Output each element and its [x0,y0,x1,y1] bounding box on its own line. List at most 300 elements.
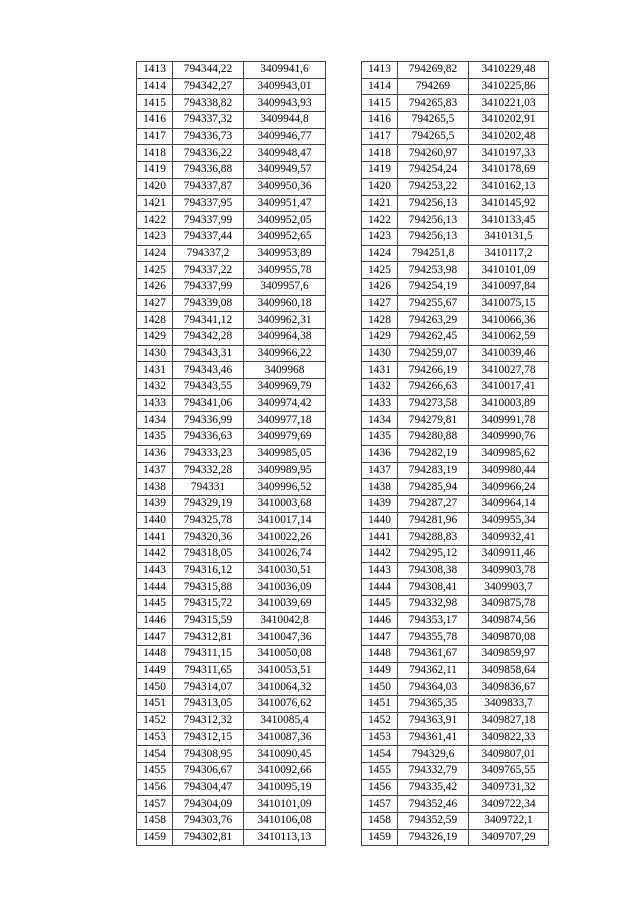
table-row [362,579,549,596]
table-row [137,445,326,462]
point-number-cell: 1434 [362,412,398,429]
y-coordinate-cell: 3410221,03 [469,95,549,112]
x-coordinate-cell: 794251,8 [398,245,469,262]
table-row [137,345,326,362]
y-coordinate-cell: 3409944,8 [244,112,326,129]
table-row [137,579,326,596]
x-coordinate-cell: 794364,03 [398,679,469,696]
x-coordinate-cell: 794279,81 [398,412,469,429]
x-coordinate-cell: 794326,19 [398,829,469,846]
point-number-cell: 1427 [362,295,398,312]
point-number-cell: 1456 [137,779,173,796]
point-number-cell: 1421 [362,195,398,212]
table-row [137,796,326,813]
x-coordinate-cell: 794361,67 [398,646,469,663]
point-number-cell: 1430 [362,345,398,362]
table-row [137,62,326,79]
table-row [137,329,326,346]
y-coordinate-cell: 3409950,36 [244,178,326,195]
point-number-cell: 1437 [137,462,173,479]
x-coordinate-cell: 794337,87 [173,178,244,195]
table-row [137,495,326,512]
point-number-cell: 1416 [362,112,398,129]
table-row [137,562,326,579]
table-row [362,212,549,229]
x-coordinate-cell: 794288,83 [398,529,469,546]
x-coordinate-cell: 794280,88 [398,429,469,446]
point-number-cell: 1433 [137,395,173,412]
y-coordinate-cell: 3409966,22 [244,345,326,362]
y-coordinate-cell: 3410197,33 [469,145,549,162]
y-coordinate-cell: 3410145,92 [469,195,549,212]
table-row [137,262,326,279]
x-coordinate-cell: 794344,22 [173,62,244,79]
x-coordinate-cell: 794318,05 [173,545,244,562]
y-coordinate-cell: 3410202,48 [469,128,549,145]
y-coordinate-cell: 3409948,47 [244,145,326,162]
y-coordinate-cell: 3409807,01 [469,746,549,763]
x-coordinate-cell: 794331 [173,479,244,496]
table-row [362,362,549,379]
point-number-cell: 1455 [362,762,398,779]
coordinate-table-right [361,61,549,846]
point-number-cell: 1422 [362,212,398,229]
table-row [362,195,549,212]
point-number-cell: 1415 [137,95,173,112]
point-number-cell: 1459 [137,829,173,846]
point-number-cell: 1440 [137,512,173,529]
y-coordinate-cell: 3409980,44 [469,462,549,479]
table-row [362,712,549,729]
table-row [137,829,326,846]
y-coordinate-cell: 3410113,13 [244,829,326,846]
table-row [137,729,326,746]
table-row [362,562,549,579]
x-coordinate-cell: 794337,2 [173,245,244,262]
x-coordinate-cell: 794316,12 [173,562,244,579]
y-coordinate-cell: 3410076,62 [244,696,326,713]
point-number-cell: 1422 [137,212,173,229]
coordinate-table-left-body [137,62,326,846]
x-coordinate-cell: 794336,88 [173,162,244,179]
y-coordinate-cell: 3409951,47 [244,195,326,212]
x-coordinate-cell: 794262,45 [398,329,469,346]
y-coordinate-cell: 3409941,6 [244,62,326,79]
table-row [362,329,549,346]
y-coordinate-cell: 3409964,38 [244,329,326,346]
table-row [362,545,549,562]
y-coordinate-cell: 3409955,34 [469,512,549,529]
point-number-cell: 1418 [137,145,173,162]
table-row [137,746,326,763]
point-number-cell: 1442 [362,545,398,562]
x-coordinate-cell: 794265,83 [398,95,469,112]
point-number-cell: 1424 [137,245,173,262]
y-coordinate-cell: 3409985,05 [244,445,326,462]
x-coordinate-cell: 794285,94 [398,479,469,496]
y-coordinate-cell: 3409960,18 [244,295,326,312]
y-coordinate-cell: 3409858,64 [469,662,549,679]
table-row [362,495,549,512]
y-coordinate-cell: 3410092,66 [244,762,326,779]
x-coordinate-cell: 794302,81 [173,829,244,846]
x-coordinate-cell: 794254,24 [398,162,469,179]
x-coordinate-cell: 794315,88 [173,579,244,596]
x-coordinate-cell: 794315,72 [173,596,244,613]
point-number-cell: 1449 [137,662,173,679]
table-row [362,596,549,613]
y-coordinate-cell: 3410050,08 [244,646,326,663]
point-number-cell: 1440 [362,512,398,529]
table-row [362,796,549,813]
y-coordinate-cell: 3409903,78 [469,562,549,579]
point-number-cell: 1436 [362,445,398,462]
x-coordinate-cell: 794336,63 [173,429,244,446]
y-coordinate-cell: 3409977,18 [244,412,326,429]
x-coordinate-cell: 794332,79 [398,762,469,779]
x-coordinate-cell: 794329,19 [173,495,244,512]
table-row [137,662,326,679]
table-row [137,779,326,796]
point-number-cell: 1434 [137,412,173,429]
x-coordinate-cell: 794281,96 [398,512,469,529]
y-coordinate-cell: 3409722,1 [469,812,549,829]
x-coordinate-cell: 794283,19 [398,462,469,479]
y-coordinate-cell: 3410064,32 [244,679,326,696]
y-coordinate-cell: 3410017,14 [244,512,326,529]
y-coordinate-cell: 3409968 [244,362,326,379]
point-number-cell: 1439 [137,495,173,512]
point-number-cell: 1426 [137,278,173,295]
table-row [137,646,326,663]
table-row [362,762,549,779]
x-coordinate-cell: 794311,65 [173,662,244,679]
point-number-cell: 1458 [362,812,398,829]
table-row [137,696,326,713]
y-coordinate-cell: 3410030,51 [244,562,326,579]
x-coordinate-cell: 794332,28 [173,462,244,479]
table-row [362,162,549,179]
x-coordinate-cell: 794342,28 [173,329,244,346]
table-row [137,679,326,696]
x-coordinate-cell: 794343,46 [173,362,244,379]
point-number-cell: 1457 [137,796,173,813]
x-coordinate-cell: 794308,38 [398,562,469,579]
point-number-cell: 1425 [362,262,398,279]
x-coordinate-cell: 794282,19 [398,445,469,462]
y-coordinate-cell: 3409955,78 [244,262,326,279]
point-number-cell: 1453 [137,729,173,746]
table-row [362,529,549,546]
table-row [362,429,549,446]
point-number-cell: 1452 [362,712,398,729]
y-coordinate-cell: 3409952,65 [244,228,326,245]
table-row [137,612,326,629]
x-coordinate-cell: 794343,55 [173,379,244,396]
table-row [137,295,326,312]
point-number-cell: 1447 [137,629,173,646]
y-coordinate-cell: 3409966,24 [469,479,549,496]
y-coordinate-cell: 3410162,13 [469,178,549,195]
point-number-cell: 1457 [362,796,398,813]
y-coordinate-cell: 3409822,33 [469,729,549,746]
point-number-cell: 1428 [362,312,398,329]
table-row [362,779,549,796]
point-number-cell: 1432 [137,379,173,396]
x-coordinate-cell: 794263,29 [398,312,469,329]
point-number-cell: 1459 [362,829,398,846]
point-number-cell: 1424 [362,245,398,262]
y-coordinate-cell: 3410066,36 [469,312,549,329]
x-coordinate-cell: 794332,98 [398,596,469,613]
y-coordinate-cell: 3410075,15 [469,295,549,312]
point-number-cell: 1446 [362,612,398,629]
point-number-cell: 1427 [137,295,173,312]
point-number-cell: 1441 [362,529,398,546]
x-coordinate-cell: 794361,41 [398,729,469,746]
table-row [137,212,326,229]
table-row [362,245,549,262]
y-coordinate-cell: 3410036,09 [244,579,326,596]
point-number-cell: 1439 [362,495,398,512]
point-number-cell: 1438 [362,479,398,496]
point-number-cell: 1431 [137,362,173,379]
x-coordinate-cell: 794303,76 [173,812,244,829]
y-coordinate-cell: 3409962,31 [244,312,326,329]
y-coordinate-cell: 3410106,08 [244,812,326,829]
point-number-cell: 1449 [362,662,398,679]
table-row [362,829,549,846]
x-coordinate-cell: 794355,78 [398,629,469,646]
point-number-cell: 1437 [362,462,398,479]
x-coordinate-cell: 794352,46 [398,796,469,813]
y-coordinate-cell: 3409969,79 [244,379,326,396]
y-coordinate-cell: 3409707,29 [469,829,549,846]
y-coordinate-cell: 3409911,46 [469,545,549,562]
table-row [362,612,549,629]
table-row [137,479,326,496]
x-coordinate-cell: 794256,13 [398,228,469,245]
table-row [137,379,326,396]
x-coordinate-cell: 794308,41 [398,579,469,596]
table-row [362,178,549,195]
y-coordinate-cell: 3409932,41 [469,529,549,546]
x-coordinate-cell: 794335,42 [398,779,469,796]
point-number-cell: 1413 [137,62,173,79]
y-coordinate-cell: 3409833,7 [469,696,549,713]
y-coordinate-cell: 3410225,86 [469,78,549,95]
table-row [137,312,326,329]
table-row [137,95,326,112]
x-coordinate-cell: 794337,95 [173,195,244,212]
point-number-cell: 1442 [137,545,173,562]
y-coordinate-cell: 3409943,93 [244,95,326,112]
point-number-cell: 1450 [362,679,398,696]
x-coordinate-cell: 794343,31 [173,345,244,362]
table-row [137,278,326,295]
table-row [137,512,326,529]
table-row [362,512,549,529]
point-number-cell: 1436 [137,445,173,462]
y-coordinate-cell: 3409949,57 [244,162,326,179]
table-row [362,462,549,479]
y-coordinate-cell: 3410178,69 [469,162,549,179]
x-coordinate-cell: 794269 [398,78,469,95]
y-coordinate-cell: 3409985,62 [469,445,549,462]
x-coordinate-cell: 794336,99 [173,412,244,429]
table-row [137,195,326,212]
x-coordinate-cell: 794266,63 [398,379,469,396]
table-row [362,112,549,129]
table-row [362,379,549,396]
y-coordinate-cell: 3409957,6 [244,278,326,295]
table-row [362,629,549,646]
table-row [137,762,326,779]
point-number-cell: 1423 [362,228,398,245]
x-coordinate-cell: 794352,59 [398,812,469,829]
y-coordinate-cell: 3410133,45 [469,212,549,229]
y-coordinate-cell: 3409974,42 [244,395,326,412]
y-coordinate-cell: 3410027,78 [469,362,549,379]
table-row [137,462,326,479]
x-coordinate-cell: 794363,91 [398,712,469,729]
point-number-cell: 1421 [137,195,173,212]
x-coordinate-cell: 794337,44 [173,228,244,245]
point-number-cell: 1429 [137,329,173,346]
table-row [137,545,326,562]
x-coordinate-cell: 794337,32 [173,112,244,129]
y-coordinate-cell: 3409964,14 [469,495,549,512]
point-number-cell: 1419 [362,162,398,179]
y-coordinate-cell: 3409991,78 [469,412,549,429]
point-number-cell: 1444 [362,579,398,596]
x-coordinate-cell: 794336,73 [173,128,244,145]
table-row [362,312,549,329]
point-number-cell: 1435 [362,429,398,446]
x-coordinate-cell: 794353,17 [398,612,469,629]
point-number-cell: 1445 [137,596,173,613]
x-coordinate-cell: 794342,27 [173,78,244,95]
x-coordinate-cell: 794304,09 [173,796,244,813]
table-row [362,128,549,145]
x-coordinate-cell: 794256,13 [398,212,469,229]
table-row [362,696,549,713]
x-coordinate-cell: 794314,07 [173,679,244,696]
y-coordinate-cell: 3410017,41 [469,379,549,396]
point-number-cell: 1443 [362,562,398,579]
table-row [362,345,549,362]
table-row [137,112,326,129]
table-row [362,62,549,79]
y-coordinate-cell: 3410101,09 [469,262,549,279]
x-coordinate-cell: 794341,12 [173,312,244,329]
y-coordinate-cell: 3409731,32 [469,779,549,796]
table-row [362,412,549,429]
table-row [137,78,326,95]
point-number-cell: 1416 [137,112,173,129]
point-number-cell: 1445 [362,596,398,613]
y-coordinate-cell: 3410095,19 [244,779,326,796]
table-row [362,445,549,462]
point-number-cell: 1454 [137,746,173,763]
point-number-cell: 1431 [362,362,398,379]
x-coordinate-cell: 794339,08 [173,295,244,312]
x-coordinate-cell: 794306,67 [173,762,244,779]
point-number-cell: 1433 [362,395,398,412]
point-number-cell: 1417 [137,128,173,145]
point-number-cell: 1420 [137,178,173,195]
y-coordinate-cell: 3409827,18 [469,712,549,729]
table-row [362,746,549,763]
point-number-cell: 1448 [362,646,398,663]
y-coordinate-cell: 3409946,77 [244,128,326,145]
x-coordinate-cell: 794312,81 [173,629,244,646]
point-number-cell: 1441 [137,529,173,546]
point-number-cell: 1455 [137,762,173,779]
x-coordinate-cell: 794320,36 [173,529,244,546]
point-number-cell: 1454 [362,746,398,763]
y-coordinate-cell: 3409903,7 [469,579,549,596]
point-number-cell: 1415 [362,95,398,112]
y-coordinate-cell: 3410085,4 [244,712,326,729]
y-coordinate-cell: 3409722,34 [469,796,549,813]
point-number-cell: 1452 [137,712,173,729]
point-number-cell: 1419 [137,162,173,179]
coordinate-table-right-body [362,62,549,846]
x-coordinate-cell: 794254,19 [398,278,469,295]
table-row [362,228,549,245]
point-number-cell: 1453 [362,729,398,746]
x-coordinate-cell: 794265,5 [398,112,469,129]
x-coordinate-cell: 794260,97 [398,145,469,162]
table-row [137,812,326,829]
x-coordinate-cell: 794329,6 [398,746,469,763]
point-number-cell: 1448 [137,646,173,663]
x-coordinate-cell: 794337,99 [173,212,244,229]
y-coordinate-cell: 3410039,46 [469,345,549,362]
point-number-cell: 1444 [137,579,173,596]
y-coordinate-cell: 3409952,05 [244,212,326,229]
x-coordinate-cell: 794255,67 [398,295,469,312]
x-coordinate-cell: 794312,32 [173,712,244,729]
table-row [137,128,326,145]
point-number-cell: 1435 [137,429,173,446]
table-row [137,245,326,262]
x-coordinate-cell: 794295,12 [398,545,469,562]
y-coordinate-cell: 3410039,69 [244,596,326,613]
y-coordinate-cell: 3409996,52 [244,479,326,496]
y-coordinate-cell: 3410062,59 [469,329,549,346]
table-row [137,712,326,729]
table-row [137,412,326,429]
y-coordinate-cell: 3410097,84 [469,278,549,295]
x-coordinate-cell: 794313,05 [173,696,244,713]
point-number-cell: 1420 [362,178,398,195]
x-coordinate-cell: 794266,19 [398,362,469,379]
y-coordinate-cell: 3410090,45 [244,746,326,763]
x-coordinate-cell: 794308,95 [173,746,244,763]
y-coordinate-cell: 3409859,97 [469,646,549,663]
x-coordinate-cell: 794253,22 [398,178,469,195]
y-coordinate-cell: 3409765,55 [469,762,549,779]
y-coordinate-cell: 3410003,89 [469,395,549,412]
table-row [137,429,326,446]
table-row [362,295,549,312]
x-coordinate-cell: 794336,22 [173,145,244,162]
x-coordinate-cell: 794315,59 [173,612,244,629]
table-row [362,95,549,112]
x-coordinate-cell: 794256,13 [398,195,469,212]
